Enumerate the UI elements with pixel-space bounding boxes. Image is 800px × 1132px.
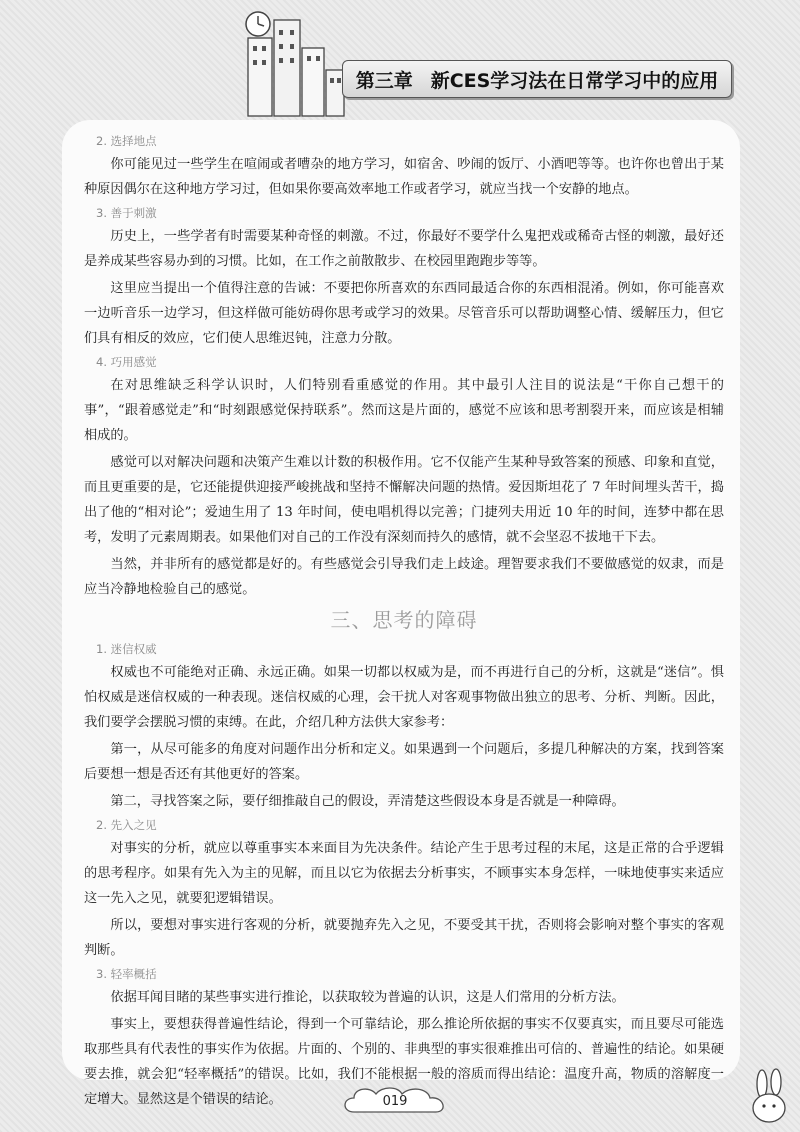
paragraph: 第二，寻找答案之际，要仔细推敲自己的假设，弄清楚这些假设本身是否就是一种障碍。: [110, 794, 625, 809]
subsection-title: 3. 轻率概括: [96, 967, 157, 981]
paragraph: 所以，要想对事实进行客观的分析，就要抛弃先入之见，不要受其干扰，否则将会影响对整个事实的客观判断。: [84, 918, 724, 958]
rabbit-icon: [744, 1068, 792, 1124]
subsection-title: 4. 巧用感觉: [96, 355, 157, 369]
paragraph: 感觉可以对解决问题和决策产生难以计数的积极作用。它不仅能产生某种导致答案的预感、印象和直觉，而且更重要的是，它还能提供迎接严峻挑战和坚持不懈解决问题的热情。爱因斯坦花了 7 年时间埋头苦干，捣出了他的“相对论”；爱迪生用了 13 年时间，使电唱机得以完善；门捷列夫用近 10 年的时间，连梦中都在思考，发明了元素周期表。如果他们对自己的工作没有深刻而持久的感情，就不会坚忍不拔地干下去。: [84, 455, 724, 545]
body-text: [84, 132, 724, 1114]
paragraph: 历史上，一些学者有时需要某种奇怪的刺激。不过，你最好不要学什么鬼把戏或稀奇古怪的刺激，最好还是养成某些容易办到的习惯。比如，在工作之前散散步、在校园里跑跑步等等。: [84, 229, 724, 269]
subsection-title: 2. 先入之见: [96, 818, 157, 832]
subsection-title: 3. 善于刺激: [96, 206, 157, 220]
paragraph: 事实上，要想获得普遍性结论，得到一个可靠结论，那么推论所依据的事实不仅要真实，而且要尽可能选取那些具有代表性的事实作为依据。片面的、个别的、非典型的事实很难推出可信的、普遍性的结论。如果硬要去推，就会犯“轻率概括”的错误。比如，我们不能根据一般的溶质而得出结论：温度升高，物质的溶解度一定增大。显然这是个错误的结论。: [84, 1017, 724, 1107]
subsection-title: 1. 迷信权威: [96, 642, 157, 656]
paragraph: 当然，并非所有的感觉都是好的。有些感觉会引导我们走上歧途。理智要求我们不要做感觉的奴隶，而是应当冷静地检验自己的感觉。: [84, 557, 724, 597]
paragraph: 这里应当提出一个值得注意的告诫：不要把你所喜欢的东西同最适合你的东西相混淆。例如，你可能喜欢一边听音乐一边学习，但这样做可能妨碍你思考或学习的效果。尽管音乐可以帮助调整心情、缓解压力，但它们具有相反的效应，它们使人思维迟钝，注意力分散。: [84, 281, 724, 346]
paragraph: 第一，从尽可能多的角度对问题作出分析和定义。如果遇到一个问题后，多提几种解决的方案，找到答案后要想一想是否还有其他更好的答案。: [84, 742, 724, 782]
paragraph: 权威也不可能绝对正确、永远正确。如果一切都以权威为是，而不再进行自己的分析，这就是“迷信”。惧怕权威是迷信权威的一种表现。迷信权威的心理，会干扰人对客观事物做出独立的思考、分析、判断。因此，我们要学会摆脱习惯的束缚。在此，介绍几种方法供大家参考：: [84, 665, 724, 730]
chapter-title: 新CES学习法在日常学习中的应用: [430, 69, 719, 92]
city-buildings-illustration: [230, 8, 360, 118]
chapter-banner: [342, 60, 732, 98]
paragraph: 你可能见过一些学生在喧闹或者嘈杂的地方学习，如宿舍、吵闹的饭厅、小酒吧等等。也许你也曾出于某种原因偶尔在这种地方学习过，但如果你要高效率地工作或者学习，就应当找一个安静的地点。: [84, 157, 724, 197]
paragraph: 对事实的分析，就应以尊重事实本来面目为先决条件。结论产生于思考过程的末尾，这是正常的合乎逻辑的思考程序。如果有先入为主的见解，而且以它为依据去分析事实，不顾事实本身怎样，一味地使事实来适应这一先入之见，就要犯逻辑错误。: [84, 841, 724, 906]
paragraph: 在对思维缺乏科学认识时，人们特别看重感觉的作用。其中最引人注目的说法是“干你自己想干的事”，“跟着感觉走”和“时刻跟感觉保持联系”。然而这是片面的，感觉不应该和思考割裂开来，而应该是相辅相成的。: [84, 378, 724, 443]
paragraph: 依据耳闻目睹的某些事实进行推论，以获取较为普遍的认识，这是人们常用的分析方法。: [110, 990, 625, 1005]
chapter-label: 第三章: [355, 69, 413, 92]
subsection-title: 2. 选择地点: [96, 134, 157, 148]
section-heading: 三、思考的障碍: [330, 608, 478, 632]
page-number: 019: [382, 1094, 408, 1109]
